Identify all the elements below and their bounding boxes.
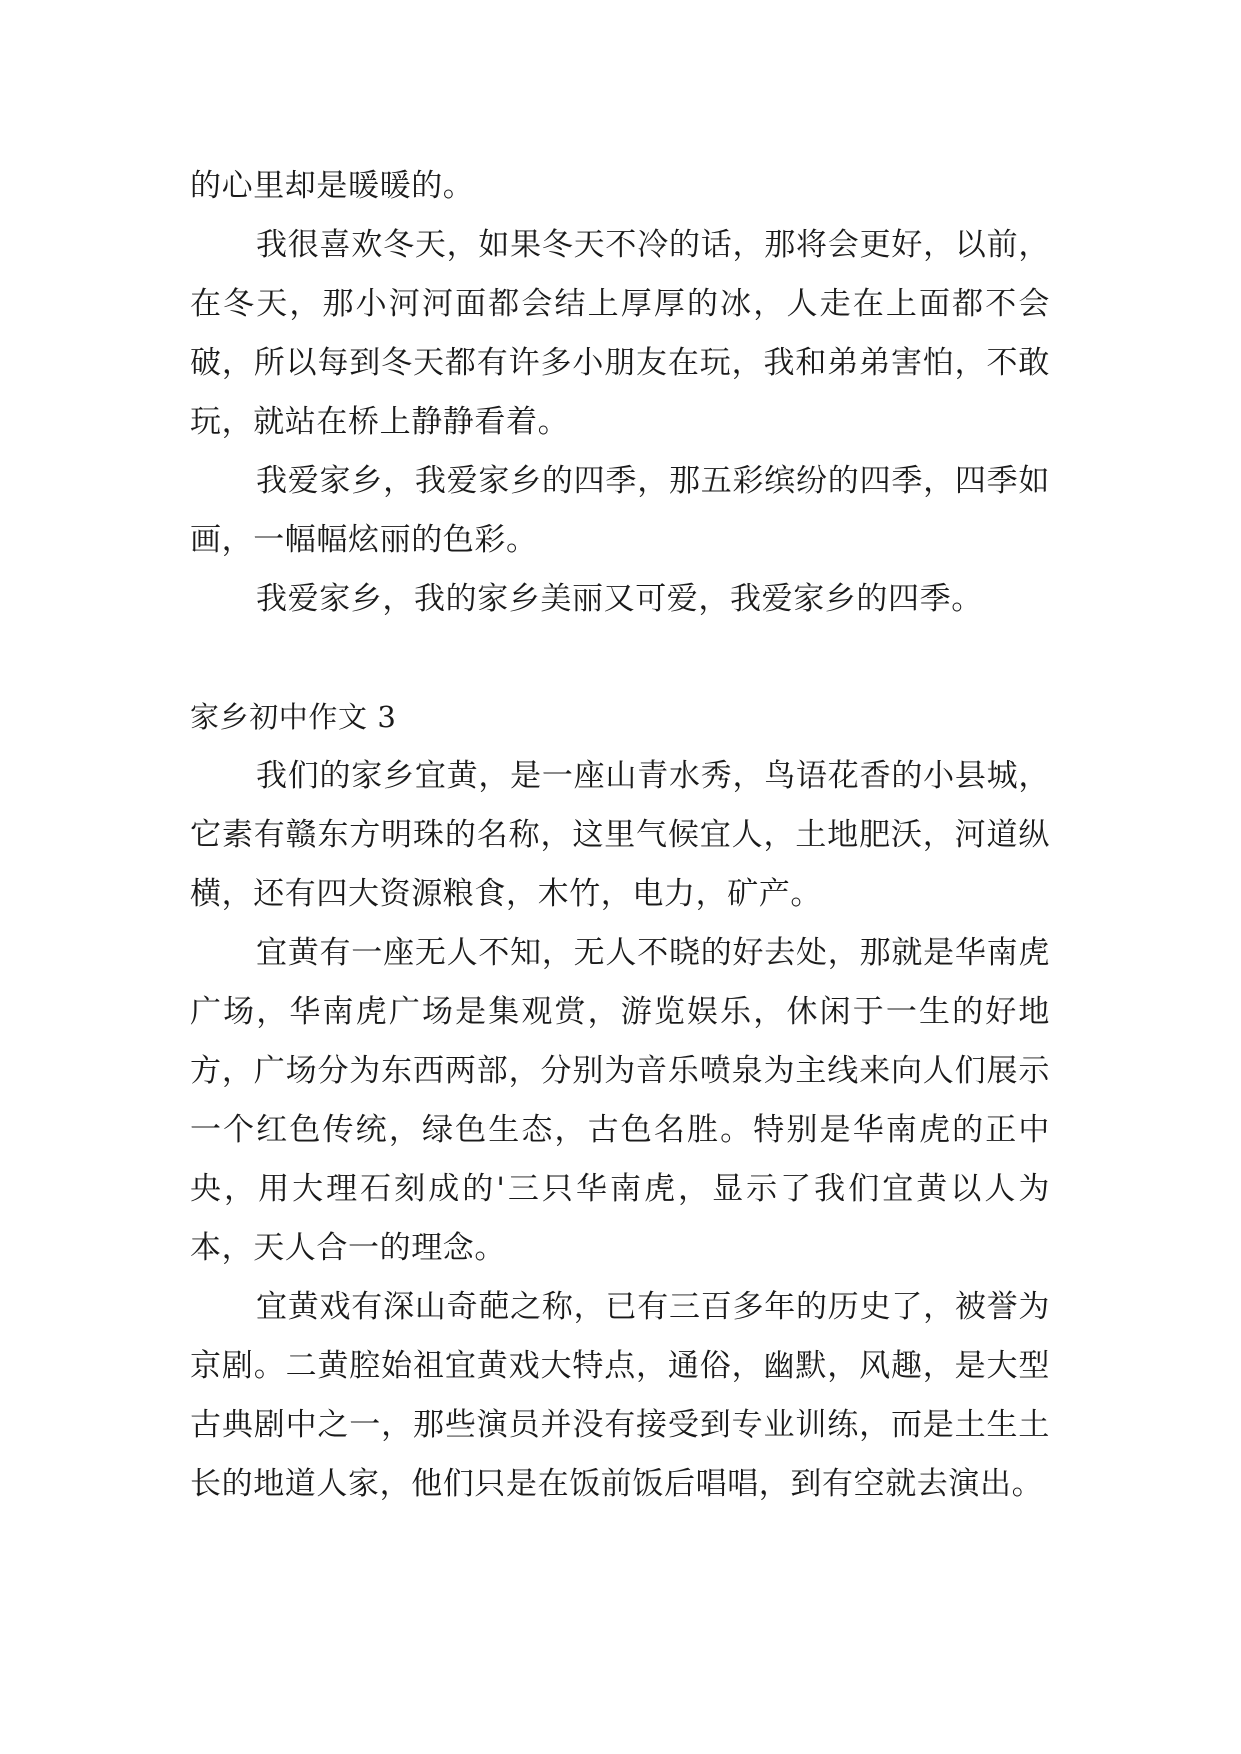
document-body [190, 157, 1050, 1514]
paragraph-love-hometown: 我爱家乡，我的家乡美丽又可爱，我爱家乡的四季。 [256, 581, 983, 617]
paragraph-yihuang-opera: 宜黄戏有深山奇葩之称，已有三百多年的历史了，被誉为京剧。二黄腔始祖宜黄戏大特点，通俗，幽默，风趣，是大型古典剧中之一，那些演员并没有接受到专业训练，而是土生土长的地道人家，他们只是在饭前饭后唱唱，到有空就去演出。 [190, 1289, 1050, 1502]
paragraph-winter: 我很喜欢冬天，如果冬天不冷的话，那将会更好，以前，在冬天，那小河河面都会结上厚厚的冰，人走在上面都不会破，所以每到冬天都有许多小朋友在玩，我和弟弟害怕，不敢玩，就站在桥上静静看着。 [190, 227, 1050, 440]
section-heading: 家乡初中作文 3 [190, 700, 397, 734]
section-spacer [190, 629, 1050, 688]
paragraph-continuation: 的心里却是暖暖的。 [190, 168, 475, 204]
paragraph-yihuang-intro: 我们的家乡宜黄，是一座山青水秀，鸟语花香的小县城，它素有赣东方明珠的名称，这里气候宜人，土地肥沃，河道纵横，还有四大资源粮食，木竹，电力，矿产。 [190, 758, 1050, 912]
paragraph-four-seasons: 我爱家乡，我爱家乡的四季，那五彩缤纷的四季，四季如画，一幅幅炫丽的色彩。 [190, 463, 1050, 558]
paragraph-tiger-square: 宜黄有一座无人不知，无人不晓的好去处，那就是华南虎广场，华南虎广场是集观赏，游览娱乐，休闲于一生的好地方，广场分为东西两部，分别为音乐喷泉为主线来向人们展示一个红色传统，绿色生态，古色名胜。特别是华南虎的正中央，用大理石刻成的'三只华南虎，显示了我们宜黄以人为本，天人合一的理念。 [190, 935, 1050, 1266]
